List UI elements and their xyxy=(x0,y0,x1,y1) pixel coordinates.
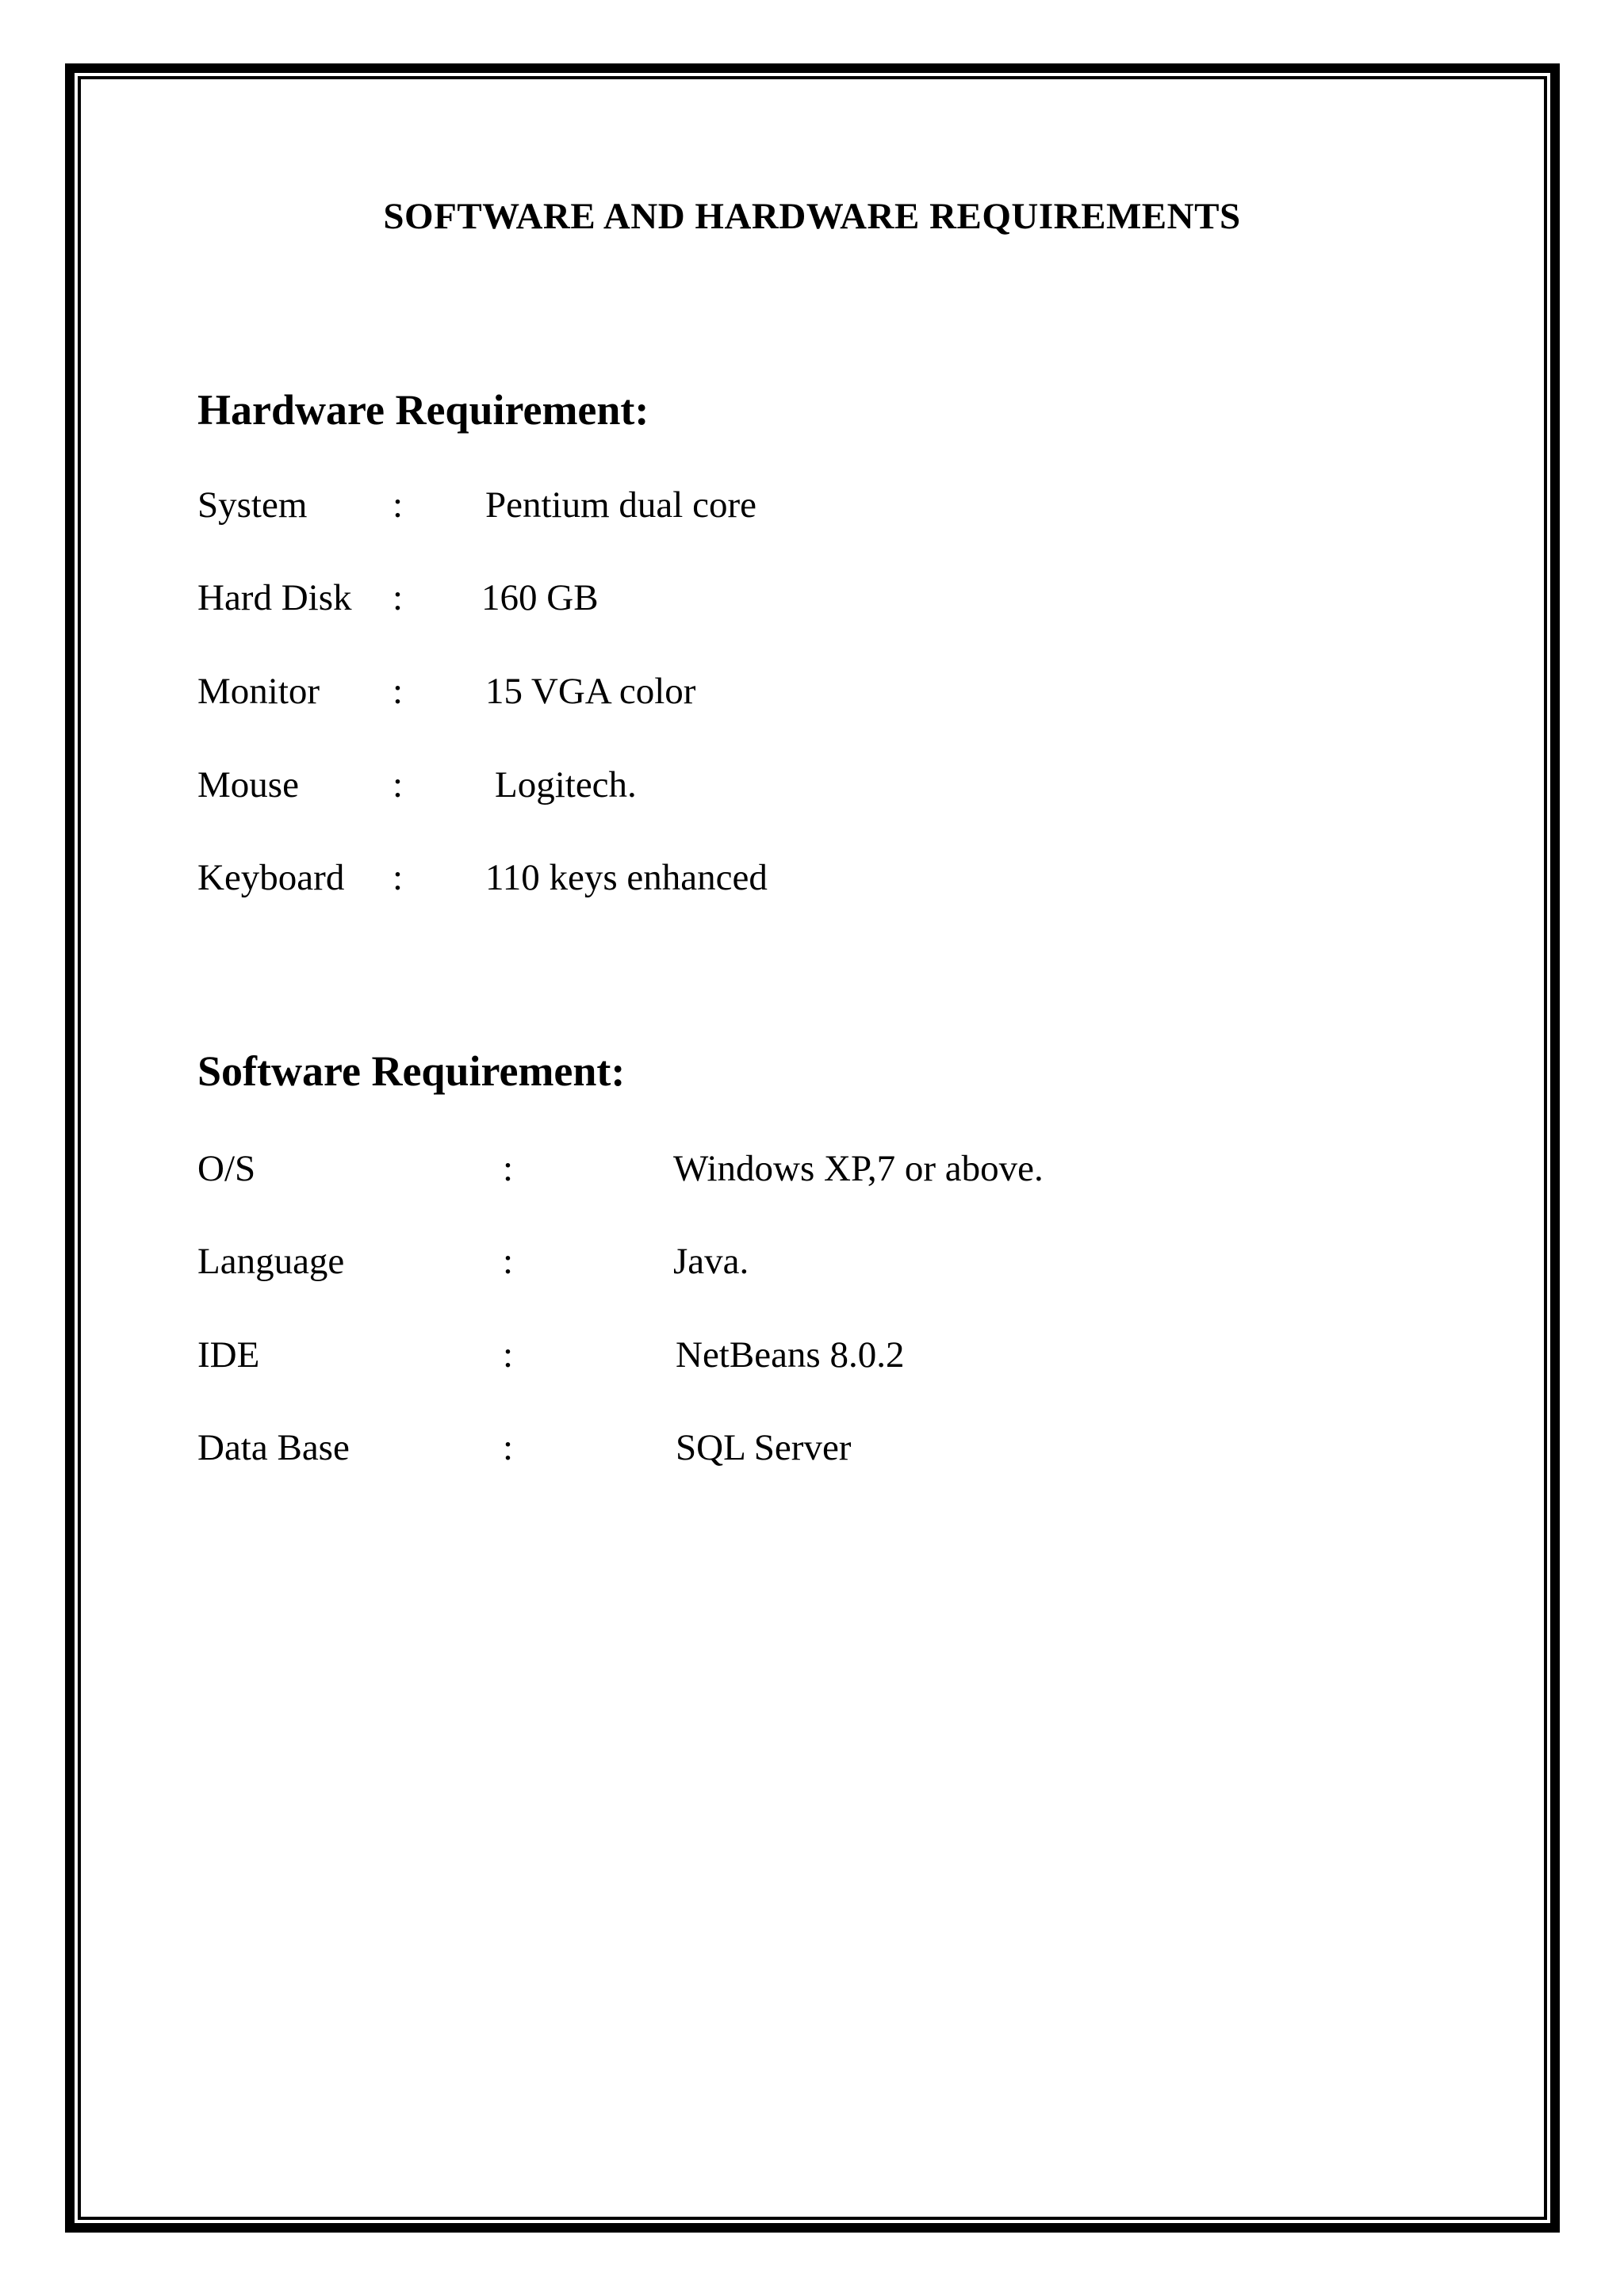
row-separator: : xyxy=(503,1148,514,1189)
software-heading: Software Requirement: xyxy=(197,1047,626,1095)
row-value: 15 VGA color xyxy=(485,671,696,712)
row-label: Hard Disk xyxy=(197,577,352,618)
row-separator: : xyxy=(503,1334,514,1376)
row-label: O/S xyxy=(197,1148,256,1189)
row-separator: : xyxy=(393,577,404,618)
software-row-language xyxy=(0,1240,1624,1288)
row-separator: : xyxy=(503,1241,514,1282)
hardware-row-mouse xyxy=(0,763,1624,811)
row-separator: : xyxy=(503,1427,514,1468)
row-label: Mouse xyxy=(197,764,299,806)
row-separator: : xyxy=(393,484,404,526)
software-row-database xyxy=(0,1426,1624,1474)
row-value: Windows XP,7 or above. xyxy=(673,1148,1044,1189)
row-value: Java. xyxy=(673,1241,749,1282)
hardware-row-hard-disk xyxy=(0,576,1624,624)
hardware-row-monitor xyxy=(0,670,1624,718)
row-separator: : xyxy=(393,857,404,898)
hardware-heading: Hardware Requirement: xyxy=(197,386,649,434)
row-label: IDE xyxy=(197,1334,260,1376)
row-value: 160 GB xyxy=(481,577,599,618)
row-value: SQL Server xyxy=(676,1427,852,1468)
hardware-row-keyboard xyxy=(0,856,1624,904)
software-row-os xyxy=(0,1147,1624,1195)
page-title: SOFTWARE AND HARDWARE REQUIREMENTS xyxy=(383,196,1241,237)
row-separator: : xyxy=(393,764,404,806)
row-value: 110 keys enhanced xyxy=(485,857,768,898)
row-separator: : xyxy=(393,671,404,712)
row-label: Language xyxy=(197,1241,345,1282)
row-value: NetBeans 8.0.2 xyxy=(676,1334,905,1376)
row-label: Keyboard xyxy=(197,857,345,898)
software-row-ide xyxy=(0,1334,1624,1381)
row-label: System xyxy=(197,484,308,526)
row-label: Monitor xyxy=(197,671,320,712)
row-value: Pentium dual core xyxy=(485,484,756,526)
hardware-row-system xyxy=(0,484,1624,531)
row-label: Data Base xyxy=(197,1427,350,1468)
row-value: Logitech. xyxy=(495,764,637,806)
